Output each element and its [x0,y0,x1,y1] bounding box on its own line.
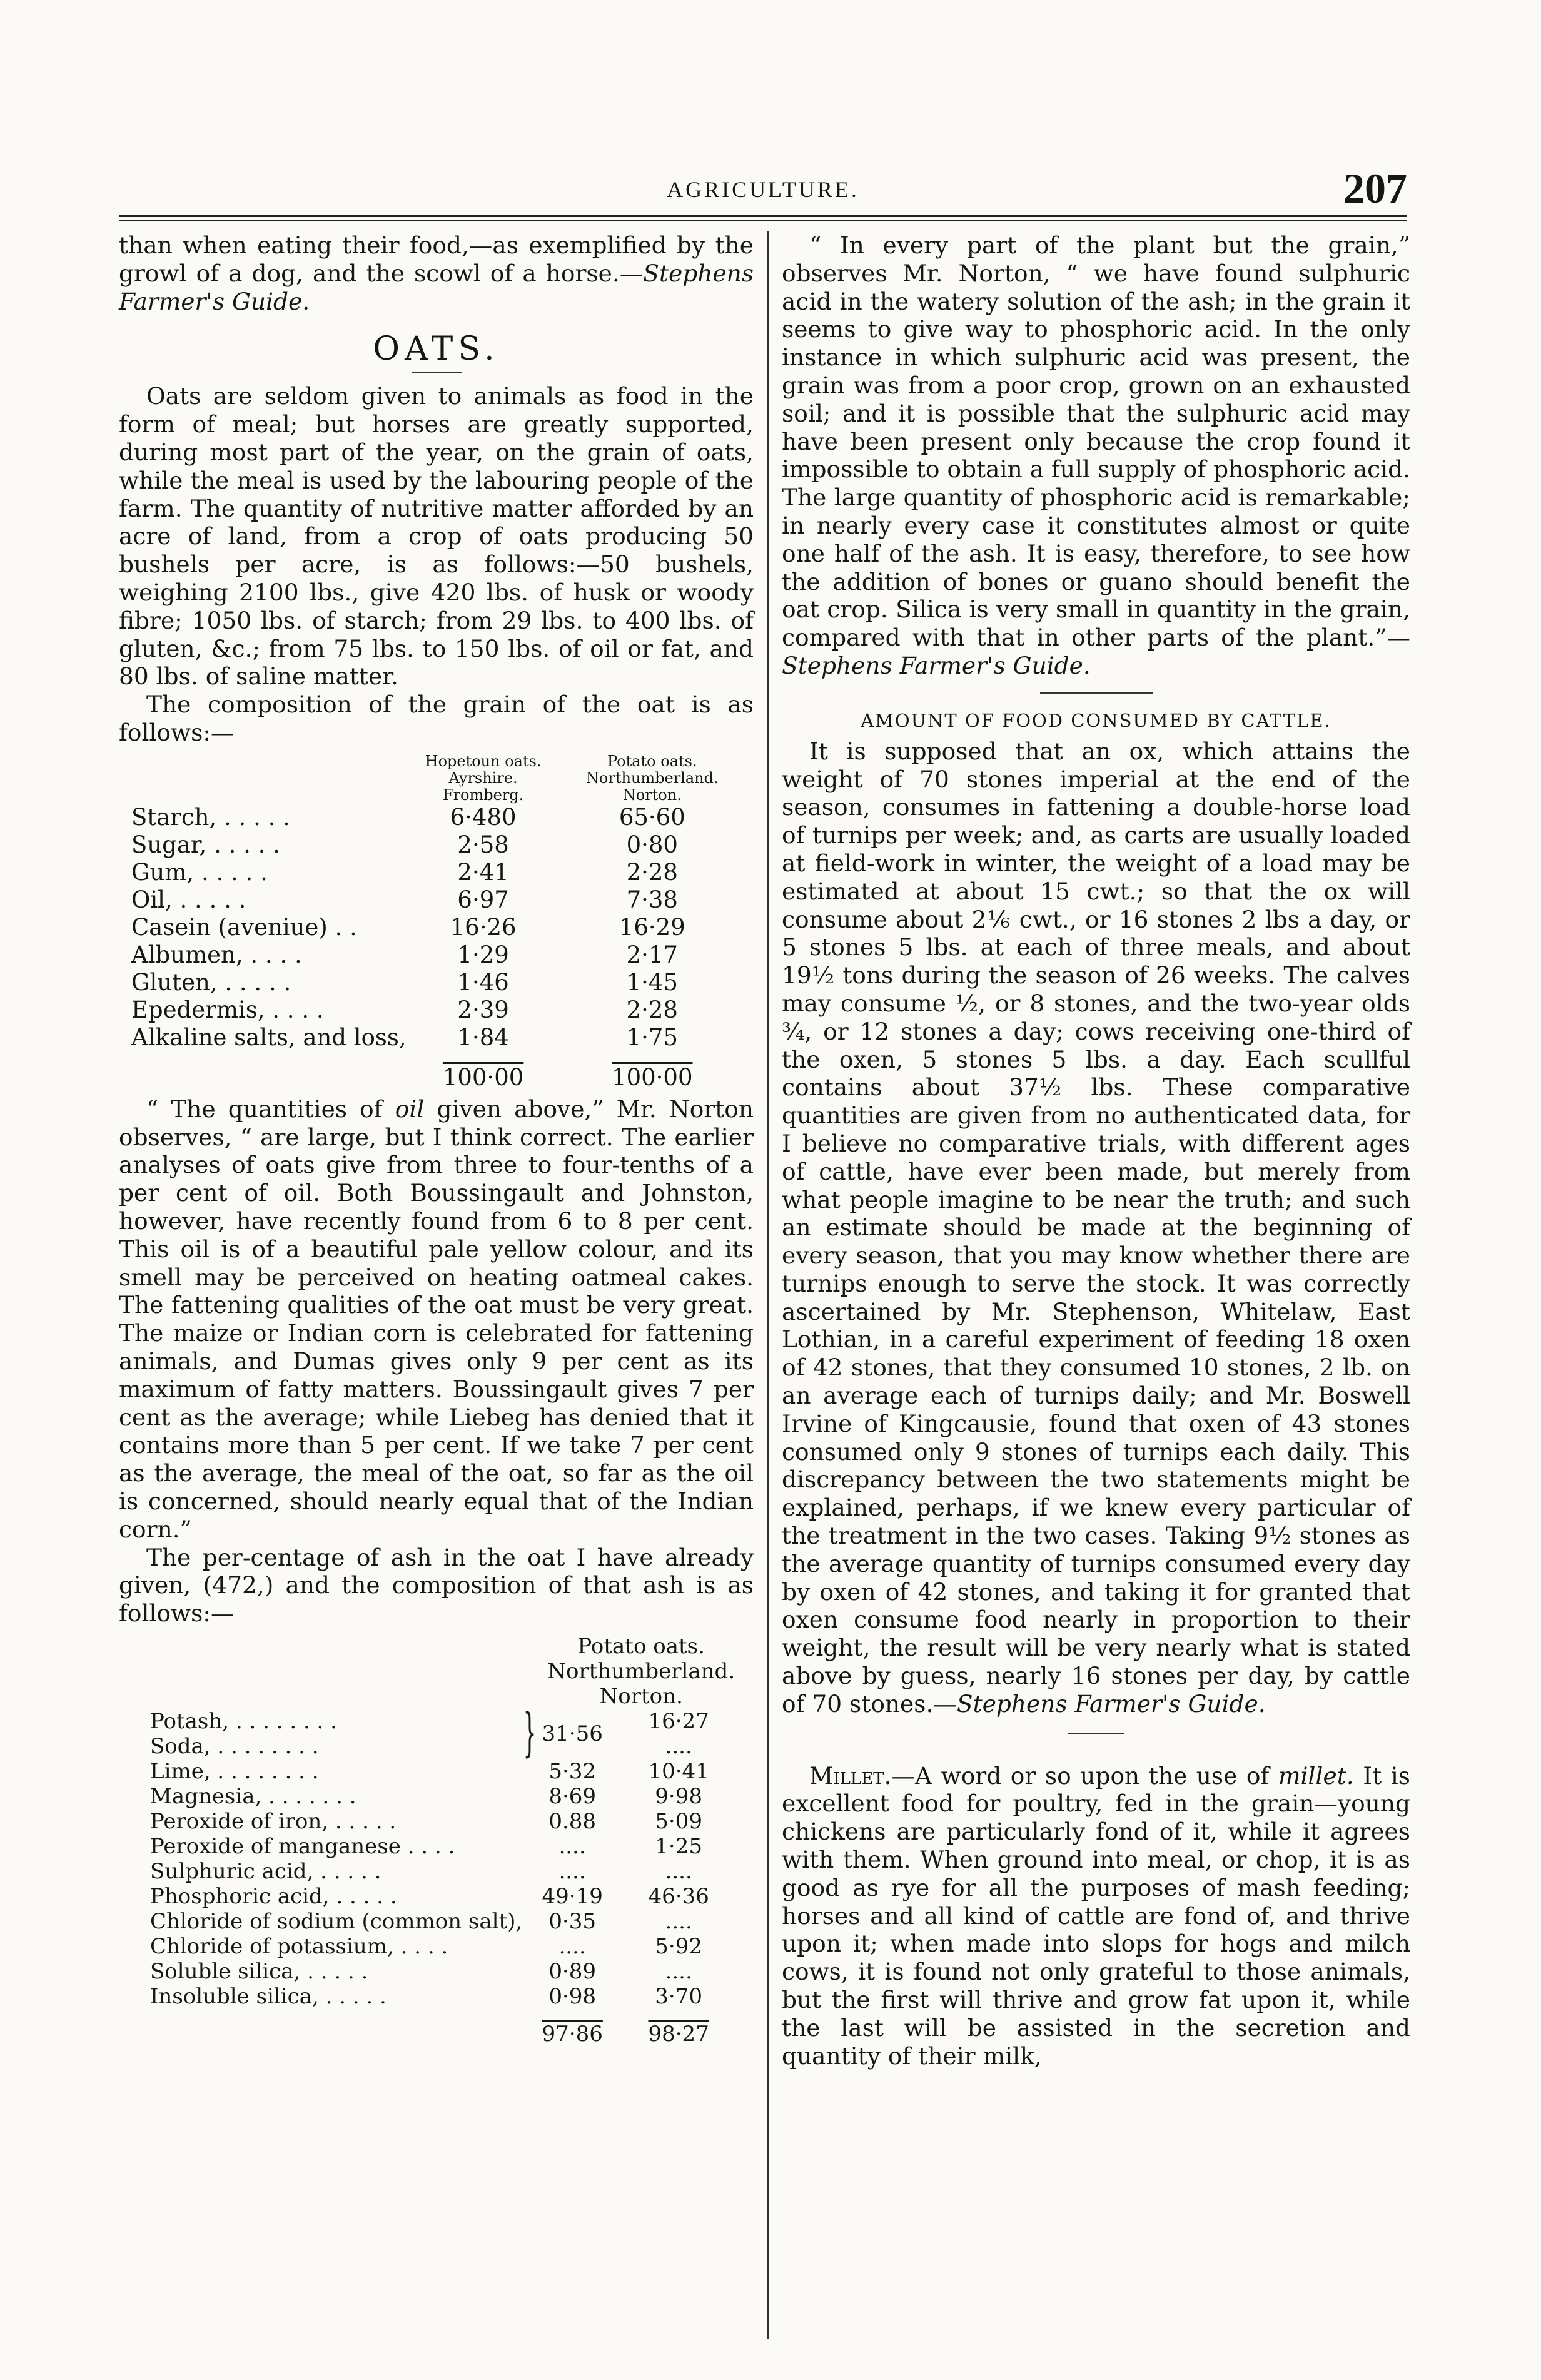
table2-cell-label: Soda, . . . . . . . . [150,1733,319,1759]
table1-cell-label: Starch, . . . . . [131,803,290,831]
table2-cell-label: Peroxide of iron, . . . . . [150,1808,397,1834]
table1-cell-label: Gluten, . . . . . [131,968,291,996]
table1-row [131,859,744,886]
table2-row [150,1984,735,2009]
table2-row [150,1859,735,1884]
table1-total-row [131,1051,744,1091]
oats-paragraph-2: The composition of the grain of the oat is as follows:— [119,691,754,746]
table1-cell-a: 6·480 [450,803,517,831]
table1-cell-a: 2·41 [457,858,509,886]
table1-col2-header: Potato oats. Northumberland. Norton. [585,752,719,804]
table2-cell-b: .... [665,1858,692,1884]
table2-cell-label: Insoluble silica, . . . . . [150,1983,387,2009]
table2-row [150,1834,735,1859]
table1-cell-label: Oil, . . . . . [131,886,246,913]
table2-row [150,1909,735,1934]
norton-ash-paragraph: “ In every part of the plant but the grain,” observes Mr. Norton, “ we have found sulphuric acid in the watery solution of the ash; in the grain it seems to give way to phosphoric acid. In the only instance in which sulphuric acid was present, the grain was from a poor crop, grown on an exhausted soil; and it is possible that the sulphuric acid may have been present only because the crop found it impossible to obtain a full supply of phosphoric acid. The large quantity of phosphoric acid is remarkable; in nearly every case it constitutes almost or quite one half of the ash. It is easy, therefore, to see how the addition of bones or guano should benefit the oat crop. Silica is very small in quantity in the grain, compared with that in other parts of the plant.”—Stephens Farmer's Guide. [782,231,1410,679]
table1-cell-b: 65·60 [619,803,685,831]
norton-ash-citation: Stephens Farmer's Guide. [782,651,1091,679]
section-separator-2 [1068,1733,1124,1734]
intro-citation: Stephens Farmer's Guide. [119,259,754,315]
table1-cell-a: 6·97 [457,886,509,913]
oats-paragraph-1: Oats are seldom given to animals as food in the form of meal; but horses are greatly supported, during most part of the year, on the grain of oats, while the meal is used by the labouring people of the farm. The quantity of nutritive matter afforded by an acre of land, from a crop of oats producing 50 bushels per acre, is as follows:—50 bushels, weighing 2100 lbs., give 420 lbs. of husk or woody fibre; 1050 lbs. of starch; from 29 lbs. to 400 lbs. of gluten, &c.; from 75 lbs. to 150 lbs. of oil or fat, and 80 lbs. of saline matter. [119,382,754,691]
table1-cell-label: Alkaline salts, and loss, [131,1023,407,1051]
table2-total-a: 97·86 [542,2021,603,2047]
intro-paragraph: than when eating their food,—as exemplified by the growl of a dog, and the scowl of a horse.—Stephens Farmer's Guide. [119,231,754,315]
table2-cell-a: 0·89 [548,1958,597,1984]
table2-cell-b: 9·98 [655,1783,702,1809]
oats-heading: OATS. [373,330,500,368]
cattle-citation: Stephens Farmer's Guide. [956,1689,1266,1718]
table2-cell-b: .... [665,1908,692,1934]
table1-total-b: 100·00 [612,1063,693,1091]
table1-row [131,996,744,1024]
millet-paragraph: Millet.—A word or so upon the use of millet. It is excellent food for poultry, fed in the grain—young chickens are particularly fond of it, while it agrees with them. When ground into meal, or chop, it is as good as rye for all the purposes of mash feeding; horses and all kind of cattle are fond of, and thrive upon it; when made into slops for hogs and milch cows, it is found not only grateful to those animals, but the first will thrive and grow fat upon it, while the last will be assisted in the secretion and quantity of their milk, [782,1761,1411,2070]
oat-composition-table [131,753,744,1091]
table1-cell-b: 16·29 [619,913,685,941]
table2-cell-b: 3·70 [655,1983,702,2009]
table1-cell-label: Epedermis, . . . . [131,996,324,1023]
table1-cell-label: Albumen, . . . . [131,941,302,968]
table2-total-row [150,2009,735,2047]
table2-cell-label: Peroxide of manganese . . . . [150,1833,455,1859]
page-number: 207 [1343,165,1407,212]
page-header [119,164,1407,214]
table2-row [150,1759,735,1784]
table1-cell-b: 2·28 [626,858,678,886]
oats-heading-rule [412,372,462,373]
brace-glyph: } [523,1703,537,1763]
table2-row [150,1784,735,1809]
table2-cell-a [522,1703,622,1763]
table2-cell-b: 1·25 [655,1833,702,1859]
cattle-heading: AMOUNT OF FOOD CONSUMED BY CATTLE. [861,709,1331,731]
table2-cell-a: 0·98 [548,1983,597,2009]
table2-cell-a: .... [558,1858,586,1884]
table2-cell-label: Potash, . . . . . . . . [150,1708,337,1734]
table1-cell-b: 2·17 [626,941,678,968]
column-divider [767,231,769,2339]
table1-cell-b: 7·38 [626,886,678,913]
ash-paragraph: The per-centage of ash in the oat I have already given, (472,) and the composition of that ash is as follows:— [119,1543,754,1628]
potash-soda-combined: 31·56 [542,1721,603,1746]
table2-row [150,1959,735,1984]
table2-cell-label: Soluble silica, . . . . . [150,1958,368,1984]
table1-row [131,804,744,831]
norton-quote-paragraph: “ The quantities of oil given above,” Mr. Norton observes, “ are large, but I think correct. The earlier analyses of oats give from three to four-tenths of a per cent of oil. Both Boussingault and Johnston, however, have recently found from 6 to 8 per cent. This oil is of a beautiful pale yellow colour, and its smell may be perceived on heating oatmeal cakes. The fattening qualities of the oat must be very great. The maize or Indian corn is celebrated for fattening animals, and Dumas gives only 9 per cent as its maximum of fatty matters. Boussingault gives 7 per cent as the average; while Liebeg has denied that it contains more than 5 per cent. If we take 7 per cent as the average, the meal of the oat, so far as the oil is concerned, should nearly equal that of the Indian corn.” [119,1095,754,1543]
running-title: AGRICULTURE. [667,177,859,202]
table1-cell-a: 1·46 [457,968,509,996]
table2-row [150,1934,735,1959]
table1-cell-a: 16·26 [450,913,517,941]
header-rule [119,215,1407,217]
header-rule-thin [119,220,1407,221]
table2-cell-label: Magnesia, . . . . . . . [150,1783,356,1809]
right-column [782,231,1410,2070]
table1-col1-header: Hopetoun oats. Ayrshire. Fromberg. [425,752,542,804]
table2-cell-label: Chloride of potassium, . . . . [150,1933,448,1959]
table1-cell-b: 0·80 [626,831,678,858]
table2-cell-label: Sulphuric acid, . . . . . [150,1858,381,1884]
table1-row [131,914,744,941]
table1-cell-b: 1·75 [626,1023,678,1051]
table2-cell-a: 8·69 [548,1783,597,1809]
cattle-paragraph: It is supposed that an ox, which attains the weight of 70 stones imperial at the end of the season, consumes in fattening a double-horse load of turnips per week; and, as carts are usually loaded at field-work in winter, the weight of a load may be estimated at about 15 cwt.; so that the ox will consume about 2⅙ cwt., or 16 stones 2 lbs a day, or 5 stones 5 lbs. at each of three meals, and about 19½ tons during the season of 26 weeks. The calves may consume ½, or 8 stones, and the two-year olds ¾, or 12 stones a day; cows receiving one-third of the oxen, 5 stones 5 lbs. a day. Each scullful contains about 37½ lbs. These comparative quantities are given from no authenticated data, for I believe no comparative trials, with different ages of cattle, have ever been made, but merely from what people imagine to be near the truth; and such an estimate should be made at the beginning of every season, that you may know whether there are turnips enough to serve the stock. It was correctly ascertained by Mr. Stephenson, Whitelaw, East Lothian, in a careful experiment of feeding 18 oxen of 42 stones, that they consumed 10 stones, 2 lb. on an average each of turnips daily; and Mr. Boswell Irvine of Kingcausie, found that oxen of 43 stones consumed only 9 stones of turnips each daily. This discrepancy between the two statements might be explained, perhaps, if we knew every particular of the treatment in the two cases. Taking 9½ stones as the average quantity of turnips consumed every day by oxen of 42 stones, and taking it for granted that oxen consume food nearly in proportion to their weight, the result will be very nearly what is stated above by guess, nearly 16 stones per day, by cattle of 70 stones.—Stephens Farmer's Guide. [782,737,1410,1718]
table2-cell-b: 5·09 [655,1808,702,1834]
table1-cell-b: 2·28 [626,996,678,1023]
table2-cell-a: 49·19 [542,1883,603,1909]
table2-total-b: 98·27 [648,2021,709,2047]
table2-cell-b: .... [665,1733,692,1759]
table2-row [150,1734,735,1759]
section-separator [1040,692,1153,694]
table2-cell-label: Chloride of sodium (common salt), [150,1908,523,1934]
table1-cell-a: 1·29 [457,941,509,968]
table1-cell-label: Gum, . . . . . [131,858,268,886]
table2-row [150,1809,735,1834]
table2-cell-a: 0·35 [548,1908,597,1934]
table1-row [131,831,744,859]
table2-row [150,1709,735,1734]
table2-cell-b: 5·92 [655,1933,702,1959]
table1-cell-label: Sugar, . . . . . [131,831,280,858]
left-column [119,231,754,2047]
table2-cell-b: 10·41 [648,1758,709,1784]
table2-header: Potato oats. Northumberland. Norton. [547,1633,735,1709]
table1-row [131,886,744,914]
table2-cell-b: 16·27 [648,1708,709,1734]
table1-cell-a: 2·39 [457,996,509,1023]
table2-cell-a: .... [558,1933,586,1959]
table2-row [150,1884,735,1909]
table1-total-a: 100·00 [442,1063,524,1091]
table2-cell-b: 46·36 [648,1883,709,1909]
millet-heading: Millet. [809,1761,892,1790]
table2-cell-a: 5·32 [548,1758,597,1784]
table1-cell-a: 2·58 [457,831,509,858]
table1-row [131,1024,744,1051]
table1-row [131,969,744,996]
table2-cell-label: Lime, . . . . . . . . [150,1758,319,1784]
table2-cell-a: 0.88 [548,1808,597,1834]
table1-row [131,941,744,969]
table1-cell-b: 1·45 [626,968,678,996]
table1-cell-label: Casein (aveniue) . . [131,913,357,941]
table2-cell-b: .... [665,1958,692,1984]
table1-cell-a: 1·84 [457,1023,509,1051]
table2-cell-a: .... [558,1833,586,1859]
table2-cell-label: Phosphoric acid, . . . . . [150,1883,397,1909]
ash-composition-table [150,1634,735,2047]
